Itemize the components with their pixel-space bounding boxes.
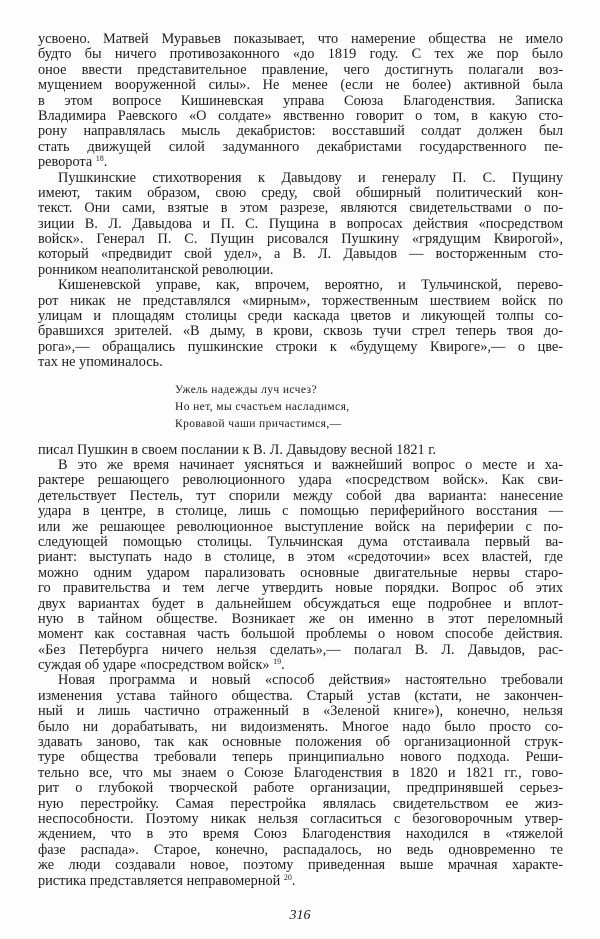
text-line: текст. Они сами, взятые в этом разрезе, являются свидетельствами о по- xyxy=(38,200,563,217)
text-line: риант: выступать надо в столице, в этом «средоточии» всех властей, где xyxy=(38,549,563,566)
text-line: следующей помощью столицы. Тульчинская дума отстаивала первый ва- xyxy=(38,533,563,550)
paragraph xyxy=(38,32,563,171)
paragraph xyxy=(38,278,563,370)
text-line: рактере решающего революционного удара «посредством войск». Как сви- xyxy=(38,472,563,489)
text-line: оное ввести представительное правление, чего достигнуть полагали воз- xyxy=(38,61,563,78)
text-line: В это же время начинает уясняться и важнейший вопрос о месте и ха- xyxy=(58,456,563,473)
text-line: туре общества требовали теперь принципиально нового подхода. Реши- xyxy=(38,749,563,766)
text-line: ный и лишь частично отраженный в «Зеленой книге»), конечно, нельзя xyxy=(38,703,563,720)
text-line: будто бы ничего противозаконного «до 1819 году. С тех же пор было xyxy=(38,46,563,63)
text-line: Новая программа и новый «способ действия» настоятельно требовали xyxy=(58,672,563,689)
line-end: . xyxy=(281,657,285,674)
poem-line: Ужель надежды луч исчез? xyxy=(175,383,317,396)
text-line: в этом вопросе Кишиневская управа Союза Благоденствия. Записка xyxy=(38,92,563,109)
page-body xyxy=(38,32,563,889)
text-line xyxy=(38,658,563,673)
line-text: ристика представляется неправомерной xyxy=(38,872,284,889)
text-line: улицам и площадям столицы среди каскада цветов и ликующей толпы со- xyxy=(38,308,563,325)
poem-quote xyxy=(175,382,563,433)
paragraph xyxy=(38,673,563,888)
text-line: который «предвидит свой удел», а В. Л. Давыдов — восторженным сто- xyxy=(38,246,563,263)
text-line: стать движущей силой задуманного декабристами государственного пе- xyxy=(38,138,563,155)
paragraph xyxy=(38,171,563,279)
text-line: Кишеневской управе, как, впрочем, вероятно, и Тульчинской, перево- xyxy=(58,277,563,294)
text-line: рога»,— обращались пушкинские строки к «будущему Квироге»,— о цве- xyxy=(38,338,563,355)
text-line: удара в центре, в столице, лишь с помощью периферийного восстания — xyxy=(38,503,563,520)
paragraph xyxy=(38,443,563,458)
text-line: усвоено. Матвей Муравьев показывает, что намерение общества не имело xyxy=(38,31,563,47)
text-line: мущением вооруженной силы». Не менее (если не более) активной была xyxy=(38,77,563,94)
text-line: детельствует Пестель, тут спорили между собой два варианта: нанесение xyxy=(38,487,563,504)
text-line: момент как составная часть большой проблемы о новом способе действия. xyxy=(38,626,563,643)
paragraph xyxy=(38,458,563,673)
text-line: рит о глубокой творческой работе организации, предпринявшей серьез- xyxy=(38,780,563,797)
text-line: го правительства и тем легче утвердить новые порядки. Вопрос об этих xyxy=(38,580,563,597)
text-line: ждением, что в это время Союз Благоденствия находился в «тяжелой xyxy=(38,826,563,843)
footnote-ref[interactable]: 19 xyxy=(273,657,282,667)
text-line: изменения устава тайного общества. Старый устав (кстати, не закончен- xyxy=(38,687,563,704)
text-line: зиции В. Л. Давыдова и П. С. Пущина в вопросах действия «посредством xyxy=(38,215,563,232)
text-line: бравшихся зрителей. «В дыму, в крови, сквозь тучи стрел теперь твоя до- xyxy=(38,323,563,340)
text-line: тах не упоминалось. xyxy=(38,354,163,371)
text-line: же люди создавали новое, поэтому приведенная выше мрачная характе- xyxy=(38,857,563,874)
text-line: здавать заново, так как основные положения об организационной струк- xyxy=(38,734,563,751)
text-line: ронником неаполитанской революции. xyxy=(38,261,274,278)
line-text: реворота xyxy=(38,154,96,171)
text-line xyxy=(38,155,563,170)
text-line: ную в тайном обществе. Возникает же он именно в этот переломный xyxy=(38,610,563,627)
text-line: писал Пушкин в своем послании к В. Л. Давыдову весной 1821 г. xyxy=(38,441,437,458)
text-line: войск». Генерал П. С. Пущин рисовался Пушкину «грядущим Квирогой», xyxy=(38,231,563,248)
line-text: суждая об ударе «посредством войск» xyxy=(38,657,274,674)
text-line: тельно все, что мы знаем о Союзе Благоденствия в 1820 и 1821 гг., гово- xyxy=(38,764,563,781)
text-line: рот никак не представлялся «мирным», торжественным шествием войск по xyxy=(38,292,563,309)
poem-line: Кровавой чаши причастимся,— xyxy=(175,417,342,430)
text-line xyxy=(38,874,563,889)
text-line: фазе распада». Старое, конечно, распадалось, но ведь одновременно те xyxy=(38,841,563,858)
text-line: можно одним ударом парализовать основные двигательные нервы старо- xyxy=(38,564,563,581)
footnote-ref[interactable]: 20 xyxy=(283,872,292,882)
text-line: ную перестройку. Самая перестройка являлась свидетельством ее жиз- xyxy=(38,795,563,812)
text-line: или же решающее революционное выступление войск на периферии с по- xyxy=(38,518,563,535)
text-line: неспособности. Поэтому никак нельзя согласиться с безоговорочным утвер- xyxy=(38,810,563,827)
text-line: двух вариантах будет в дальнейшем обсуждаться еще подробнее и вплот- xyxy=(38,595,563,612)
line-end: . xyxy=(103,154,108,171)
text-line: было ни дорабатывать, ни видоизменять. Многое надо было просто со- xyxy=(38,718,563,735)
poem-line: Но нет, мы счастьем насладимся, xyxy=(175,400,350,413)
text-line: «Без Петербурга ничего нельзя сделать»,— полагал В. Л. Давыдов, рас- xyxy=(38,641,563,658)
text-line: имеют, таким образом, свою среду, свой обширный политический кон- xyxy=(38,184,563,201)
text-line: Пушкинские стихотворения к Давыдову и генералу П. С. Пущину xyxy=(58,169,563,186)
page-number: 316 xyxy=(289,908,311,923)
footnote-ref[interactable]: 18 xyxy=(95,154,104,164)
text-line: рону направлялась мысль декабристов: восставший солдат должен был xyxy=(38,123,563,140)
text-line: Владимира Раевского «О солдате» явственно говорит о том, в какую сто- xyxy=(38,107,563,124)
line-end: . xyxy=(291,872,296,889)
